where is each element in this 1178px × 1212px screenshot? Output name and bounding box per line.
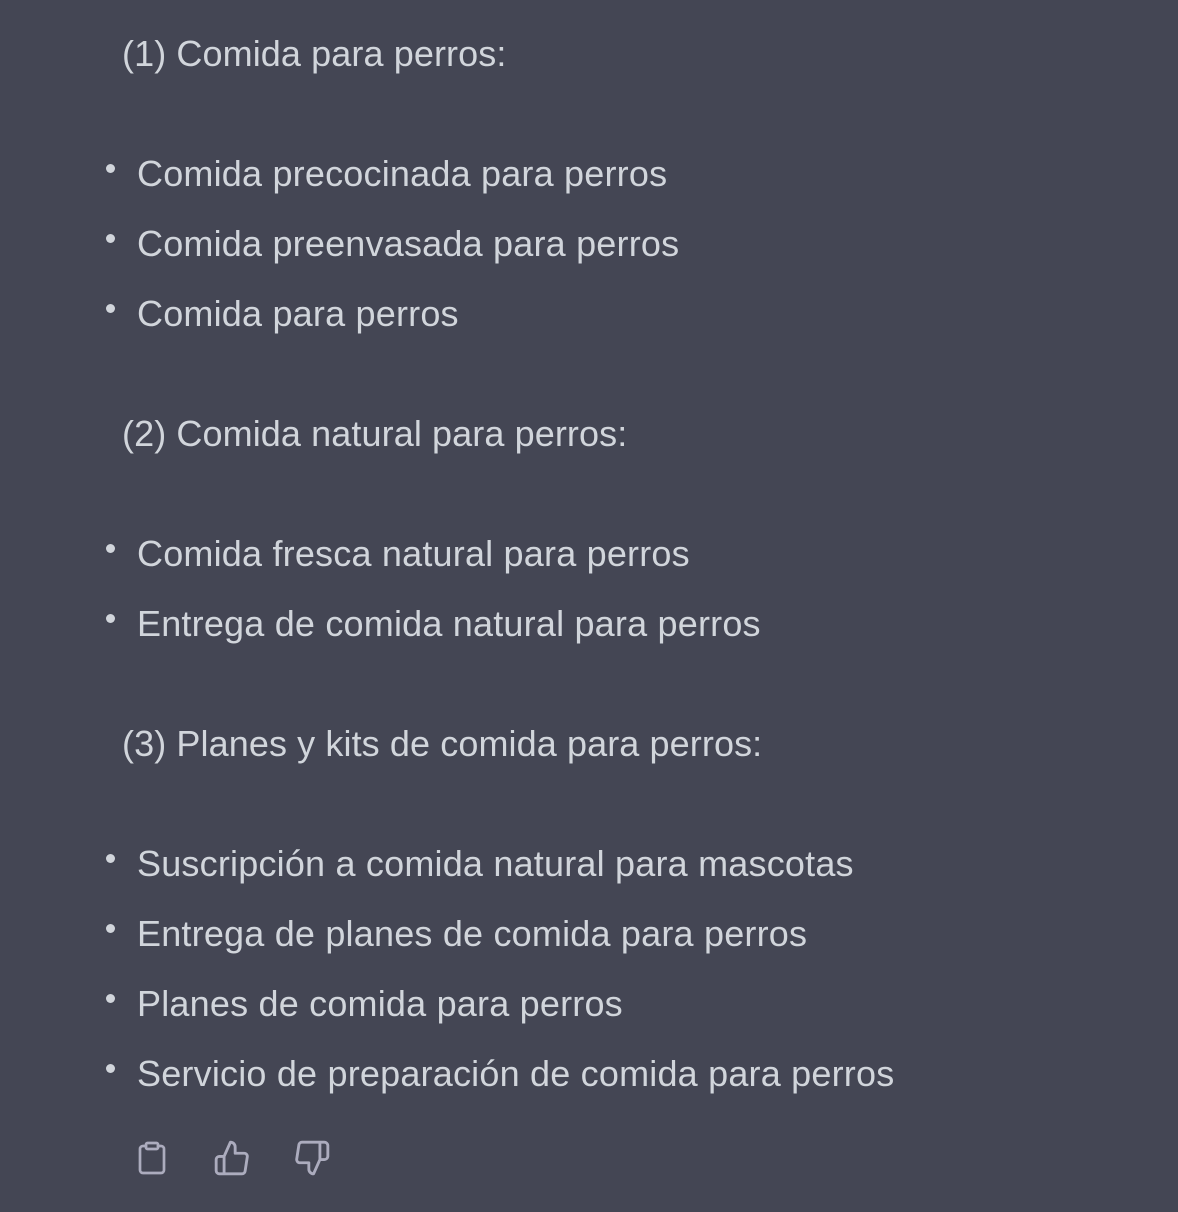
bullet — [106, 304, 115, 313]
list-item-text: Entrega de comida natural para perros — [137, 603, 761, 644]
thumbs-down-button[interactable] — [292, 1136, 332, 1180]
bullet — [106, 164, 115, 173]
list-item-text: Comida fresca natural para perros — [137, 533, 690, 574]
group-heading: (2) Comida natural para perros: — [122, 413, 628, 454]
list-item-text: Comida preenvasada para perros — [137, 223, 680, 264]
list-item-text: Servicio de preparación de comida para perros — [137, 1053, 895, 1094]
thumbs-up-icon — [213, 1138, 251, 1178]
list-item-text: Comida precocinada para perros — [137, 153, 668, 194]
list-item-text: Comida para perros — [137, 293, 459, 334]
thumbs-down-icon — [293, 1138, 331, 1178]
bullet — [106, 924, 115, 933]
bullet — [106, 614, 115, 623]
group-heading: (1) Comida para perros: — [122, 33, 507, 74]
bullet — [106, 854, 115, 863]
thumbs-up-button[interactable] — [212, 1136, 252, 1180]
clipboard-icon — [134, 1138, 170, 1178]
list-item-text: Entrega de planes de comida para perros — [137, 913, 808, 954]
list-item-text: Planes de comida para perros — [137, 983, 623, 1024]
bullet — [106, 544, 115, 553]
message-actions — [132, 1136, 332, 1180]
copy-button[interactable] — [132, 1136, 172, 1180]
group-heading: (3) Planes y kits de comida para perros: — [122, 723, 763, 764]
bullet — [106, 1064, 115, 1073]
list-item-text: Suscripción a comida natural para mascotas — [137, 843, 854, 884]
bullet — [106, 994, 115, 1003]
bullet — [106, 234, 115, 243]
